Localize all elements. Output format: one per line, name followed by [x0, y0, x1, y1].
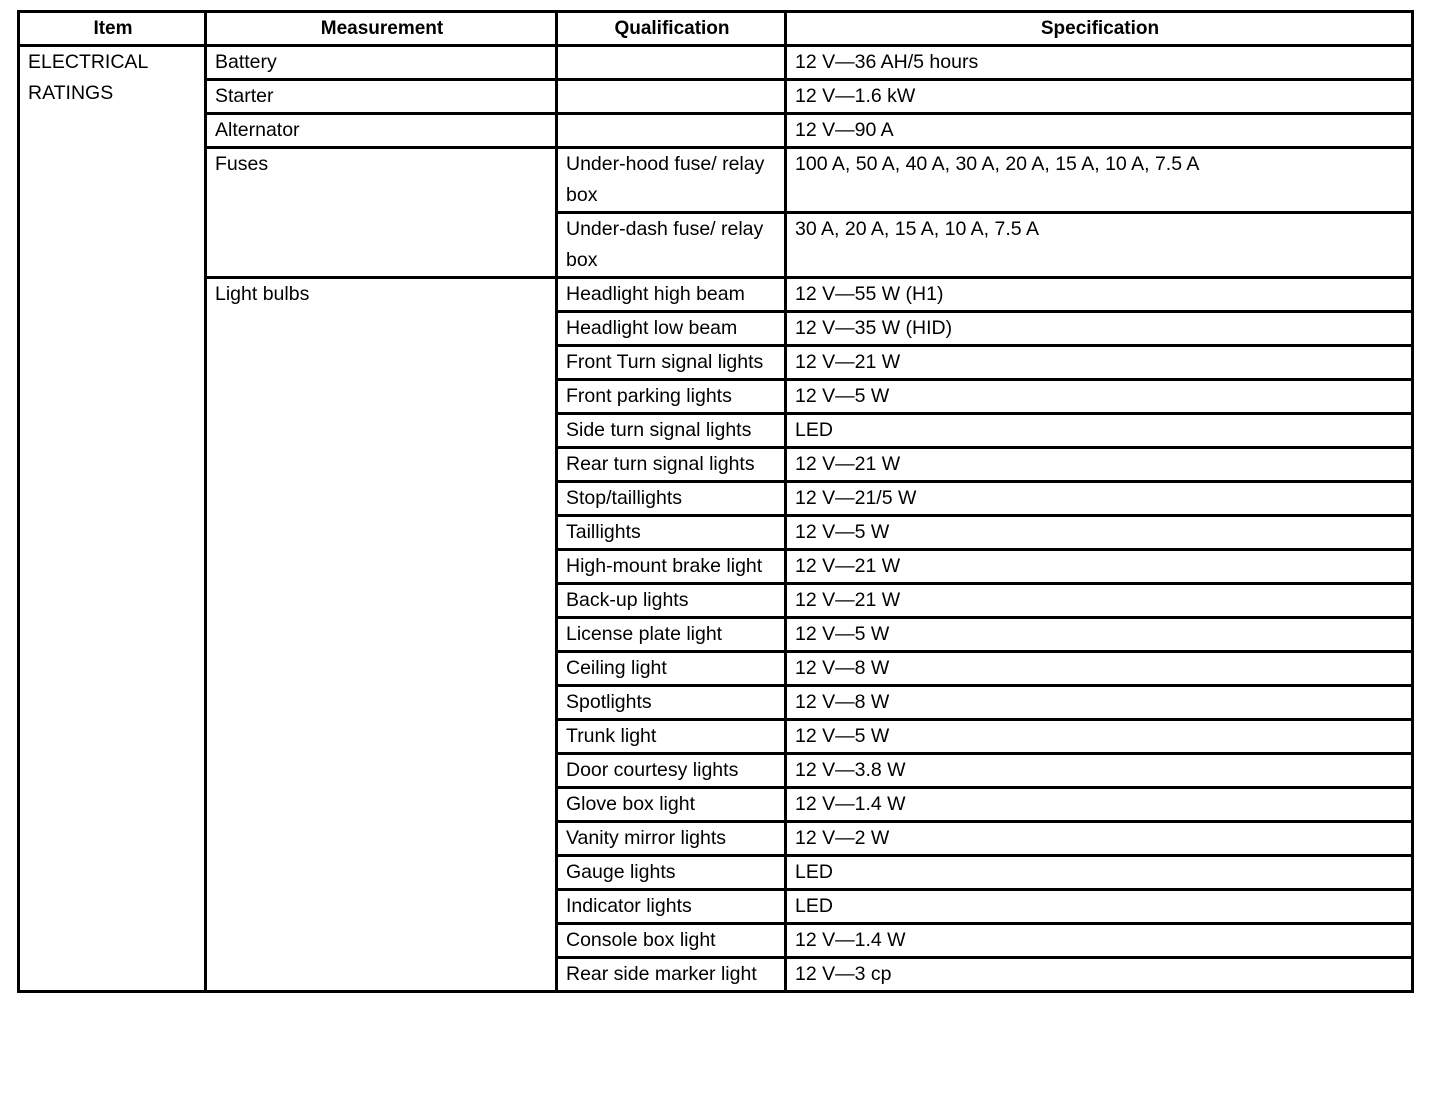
- specification-cell: 12 V—1.4 W: [786, 924, 1413, 958]
- measurement-cell: Light bulbs: [206, 278, 557, 992]
- measurement-cell: Starter: [206, 80, 557, 114]
- qualification-cell: Ceiling light: [557, 652, 786, 686]
- specification-cell: 12 V—21 W: [786, 448, 1413, 482]
- header-row: [19, 12, 1413, 46]
- specification-cell: 100 A, 50 A, 40 A, 30 A, 20 A, 15 A, 10 A, 7.5 A: [786, 148, 1413, 213]
- qualification-cell: Gauge lights: [557, 856, 786, 890]
- qualification-cell: Headlight low beam: [557, 312, 786, 346]
- specification-cell: LED: [786, 414, 1413, 448]
- specification-cell: 12 V—21 W: [786, 346, 1413, 380]
- header-specification: Specification: [786, 12, 1413, 46]
- specification-cell: LED: [786, 856, 1413, 890]
- qualification-cell: Stop/taillights: [557, 482, 786, 516]
- item-label-line2: RATINGS: [28, 82, 114, 104]
- specification-cell: 12 V—21 W: [786, 550, 1413, 584]
- qualification-cell: Under-dash fuse/ relay box: [557, 213, 786, 278]
- qualification-cell: High-mount brake light: [557, 550, 786, 584]
- qualification-cell: Front Turn signal lights: [557, 346, 786, 380]
- specification-cell: 12 V—35 W (HID): [786, 312, 1413, 346]
- specification-cell: 12 V—21 W: [786, 584, 1413, 618]
- qualification-cell: Glove box light: [557, 788, 786, 822]
- specification-cell: 30 A, 20 A, 15 A, 10 A, 7.5 A: [786, 213, 1413, 278]
- qualification-cell: [557, 46, 786, 80]
- specification-cell: LED: [786, 890, 1413, 924]
- specification-cell: 12 V—5 W: [786, 380, 1413, 414]
- qualification-cell: Side turn signal lights: [557, 414, 786, 448]
- specification-cell: 12 V—5 W: [786, 516, 1413, 550]
- qualification-cell: Headlight high beam: [557, 278, 786, 312]
- table-row: [19, 148, 1413, 213]
- table-body: [19, 46, 1413, 992]
- qualification-cell: [557, 114, 786, 148]
- specification-cell: 12 V—1.6 kW: [786, 80, 1413, 114]
- header-measurement: Measurement: [206, 12, 557, 46]
- item-cell: [19, 46, 206, 992]
- specification-cell: 12 V—3 cp: [786, 958, 1413, 992]
- measurement-cell: Fuses: [206, 148, 557, 278]
- specification-cell: 12 V—3.8 W: [786, 754, 1413, 788]
- specification-cell: 12 V—2 W: [786, 822, 1413, 856]
- item-label-line1: ELECTRICAL: [28, 51, 149, 73]
- specification-cell: 12 V—5 W: [786, 720, 1413, 754]
- qualification-cell: Front parking lights: [557, 380, 786, 414]
- specification-cell: 12 V—5 W: [786, 618, 1413, 652]
- header-qualification: Qualification: [557, 12, 786, 46]
- table-row: [19, 114, 1413, 148]
- qualification-cell: Vanity mirror lights: [557, 822, 786, 856]
- qualification-cell: Indicator lights: [557, 890, 786, 924]
- specification-cell: 12 V—90 A: [786, 114, 1413, 148]
- qualification-cell: Rear turn signal lights: [557, 448, 786, 482]
- specification-cell: 12 V—1.4 W: [786, 788, 1413, 822]
- header-item: Item: [19, 12, 206, 46]
- specification-cell: 12 V—8 W: [786, 652, 1413, 686]
- specification-cell: 12 V—21/5 W: [786, 482, 1413, 516]
- qualification-cell: Under-hood fuse/ relay box: [557, 148, 786, 213]
- table-row: [19, 278, 1413, 312]
- qualification-cell: [557, 80, 786, 114]
- specification-cell: 12 V—8 W: [786, 686, 1413, 720]
- qualification-cell: Rear side marker light: [557, 958, 786, 992]
- qualification-cell: License plate light: [557, 618, 786, 652]
- qualification-cell: Console box light: [557, 924, 786, 958]
- qualification-cell: Door courtesy lights: [557, 754, 786, 788]
- qualification-cell: Spotlights: [557, 686, 786, 720]
- qualification-cell: Trunk light: [557, 720, 786, 754]
- qualification-cell: Back-up lights: [557, 584, 786, 618]
- measurement-cell: Alternator: [206, 114, 557, 148]
- specification-cell: 12 V—55 W (H1): [786, 278, 1413, 312]
- table-row: [19, 80, 1413, 114]
- table-row: [19, 46, 1413, 80]
- specification-cell: 12 V—36 AH/5 hours: [786, 46, 1413, 80]
- measurement-cell: Battery: [206, 46, 557, 80]
- qualification-cell: Taillights: [557, 516, 786, 550]
- electrical-ratings-table: [17, 10, 1414, 993]
